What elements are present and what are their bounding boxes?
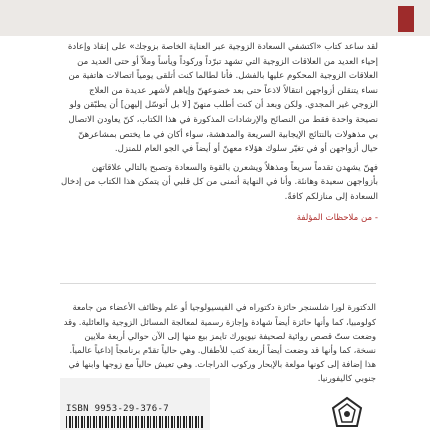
author-bio: الدكتورة لورا شلسنجر حائزة دكتوراه في الفيسيولوجيا أو علم وظائف الأعضاء من جامعة كولومبيا، كما وأنها حائزة أيضاً شهادة وإجازة رسمية لمعالجة المسائل الزوجية والعائلية. وقد وضعت ستّ قصص روائية لصحيفة نيويورك تايمز بيع منها إلى الآن حوالي أربعة ملايين نسخة، كما وأنها قد وضعت أيضاً أربعة كتب للأطفال. وهي حالياً تقدّم برنامجاً إذاعياً عالمياً. هذا إضافة إلى كونها مولعة بالإبحار وركوب الدراجات. وهي تعيش حالياً مع زوجها وابنها في جنوبي كاليفورنيا. <box>63 302 376 384</box>
second-paragraph: فهنّ يشهدن تقدماً سريعاً ومذهلاً ويشعرن بالقوة والسعادة وتصبح بالتالي علاقاتهن بأزواجهن سعيدة وهانئة. وأنا في النهاية أتمنى من كل قلبي أن يتمكن هذا الكتاب من إدخال السعادة إلى منازلكم كافةً. <box>61 162 378 202</box>
isbn-text: ISBN 9953-29-376-7 <box>66 404 169 414</box>
author-notes-signature: - من ملاحظات المؤلفة <box>296 212 378 223</box>
barcode-bars <box>66 416 204 428</box>
publisher-logo-icon <box>330 396 364 430</box>
top-band <box>0 0 430 36</box>
isbn-barcode <box>60 378 210 430</box>
back-cover-text <box>60 40 378 225</box>
top-color-mark <box>398 6 414 32</box>
intro-paragraph: لقد ساعد كتاب «اكتشفي السعادة الزوجية عبر العناية الخاصة بزوجك» على إنقاذ وإعادة إحياء العديد من العلاقات الزوجية التي تشهد تبرّداً وركوداً ويأساً وملاّ أو حتى العديد من العلاقات الزوجية المحكوم عليها بالفشل. فأنا لطالما كنت أتلقى يومياً اتصالات هاتفية من نساء يتنقلن أزواجهن انتقالاً لاذعاً حتى بعد خضوعهنّ وإياهم لأشهر عديدة من العلاج الزوجي غير المجدي. ولكن وبعد أن كنت أطلب منهنّ [لا بل أتوسّل إليهن] أن يطبّقن ولو نصيحة واحدة فقط من النصائح والإرشادات المذكورة في هذا الكتاب، كنّ يعاودن الاتصال بي مذهولات بالنتائج الإيجابية السريعة والمدهشة، سواء أكان في ما يختص بمشاعرهنّ حيال أزواجهن أو في تغيّر سلوك هؤلاء معهنّ أو أيضاً في الجو العام للمنزل. <box>67 42 378 155</box>
section-divider <box>60 283 376 284</box>
